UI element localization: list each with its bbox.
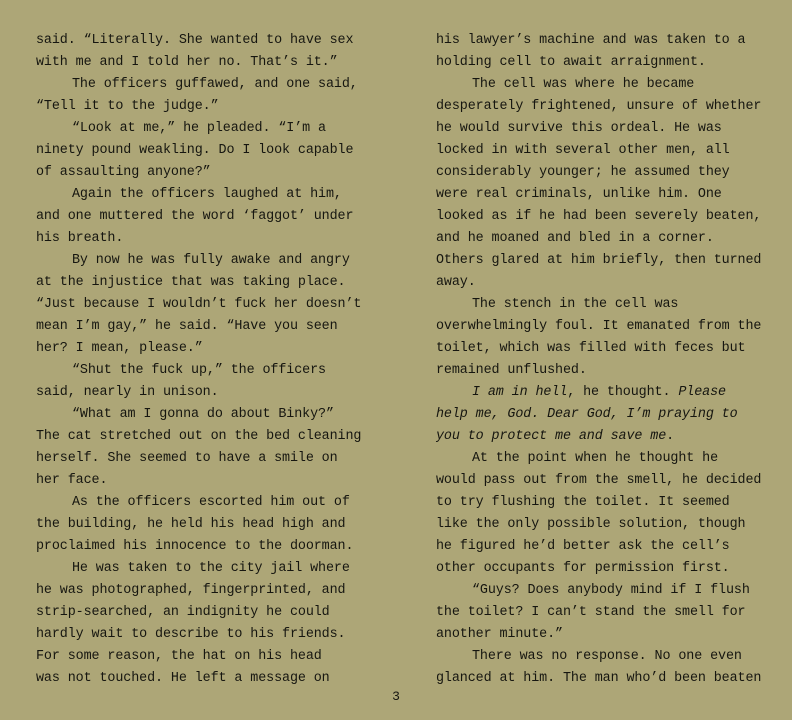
text-line: remained unflushed. <box>436 363 587 378</box>
text-line: Others glared at him briefly, then turned <box>436 253 762 268</box>
text-line: and one muttered the word ‘faggot’ under <box>36 209 354 224</box>
text-line: said. “Literally. She wanted to have sex <box>36 33 354 48</box>
text-line: toilet, which was filled with feces but <box>436 341 746 356</box>
text-line: her face. <box>36 473 108 488</box>
text-line: other occupants for permission first. <box>436 561 730 576</box>
text-line: glanced at him. The man who’d been beaten <box>436 671 762 686</box>
text-line: The stench in the cell was <box>472 297 679 312</box>
text-line: proclaimed his innocence to the doorman. <box>36 539 354 554</box>
text-line: away. <box>436 275 476 290</box>
text-line: overwhelmingly foul. It emanated from the <box>436 319 762 334</box>
text-line: “Just because I wouldn’t fuck her doesn’t <box>36 297 362 312</box>
text-line: the toilet? I can’t stand the smell for <box>436 605 746 620</box>
text-line: to try flushing the toilet. It seemed <box>436 495 730 510</box>
text-line: “Shut the fuck up,” the officers <box>72 363 326 378</box>
page-number: 3 <box>392 689 400 704</box>
text-line: “Tell it to the judge.” <box>36 99 219 114</box>
text-line: was not touched. He left a message on <box>36 671 330 686</box>
text-line: As the officers escorted him out of <box>72 495 350 510</box>
text-line: and he moaned and bled in a corner. <box>436 231 714 246</box>
italic-text-run: I am in hell <box>472 385 568 400</box>
text-line: For some reason, the hat on his head <box>36 649 322 664</box>
text-line: with me and I told her no. That’s it.” <box>36 55 338 70</box>
text-line: “Look at me,” he pleaded. “I’m a <box>72 121 326 136</box>
text-line: The cat stretched out on the bed cleaning <box>36 429 362 444</box>
italic-text-run: you to protect me and save me <box>436 429 667 444</box>
text-line: “What am I gonna do about Binky?” <box>72 407 334 422</box>
text-line: he was photographed, fingerprinted, and <box>36 583 346 598</box>
text-run: , he thought. <box>567 385 679 400</box>
text-line: mean I’m gay,” he said. “Have you seen <box>36 319 338 334</box>
text-line: Again the officers laughed at him, <box>72 187 342 202</box>
text-line: He was taken to the city jail where <box>72 561 350 576</box>
text-line: her? I mean, please.” <box>36 341 203 356</box>
text-line: looked as if he had been severely beaten, <box>436 209 762 224</box>
text-line: locked in with several other men, all <box>436 143 730 158</box>
text-line: he would survive this ordeal. He was <box>436 121 722 136</box>
text-line <box>436 426 766 448</box>
text-line: There was no response. No one even <box>472 649 742 664</box>
text-line: would pass out from the smell, he decided <box>436 473 762 488</box>
text-line: he figured he’d better ask the cell’s <box>436 539 730 554</box>
text-line: ninety pound weakling. Do I look capable <box>36 143 354 158</box>
text-line: By now he was fully awake and angry <box>72 253 350 268</box>
text-line: strip-searched, an indignity he could <box>36 605 330 620</box>
text-line: The cell was where he became <box>472 77 695 92</box>
text-line: considerably younger; he assumed they <box>436 165 730 180</box>
text-line: desperately frightened, unsure of whether <box>436 99 762 114</box>
text-line: The officers guffawed, and one said, <box>72 77 358 92</box>
text-line: of assaulting anyone?” <box>36 165 211 180</box>
text-line: hardly wait to describe to his friends. <box>36 627 346 642</box>
text-line: holding cell to await arraignment. <box>436 55 706 70</box>
text-line: at the injustice that was taking place. <box>36 275 346 290</box>
text-line: said, nearly in unison. <box>36 385 219 400</box>
text-line: At the point when he thought he <box>472 451 719 466</box>
text-line: the building, he held his head high and <box>36 517 346 532</box>
text-line: another minute.” <box>436 627 563 642</box>
text-column-left <box>36 30 366 690</box>
text-line <box>436 382 766 404</box>
text-line: “Guys? Does anybody mind if I flush <box>472 583 750 598</box>
text-line: help me, God. Dear God, I’m praying to <box>436 407 738 422</box>
text-line: like the only possible solution, though <box>436 517 746 532</box>
italic-text-run: Please <box>678 385 726 400</box>
text-line: his breath. <box>36 231 124 246</box>
text-run: . <box>666 429 675 444</box>
text-line: were real criminals, unlike him. One <box>436 187 722 202</box>
text-line: herself. She seemed to have a smile on <box>36 451 338 466</box>
text-line: his lawyer’s machine and was taken to a <box>436 33 746 48</box>
text-column-right <box>436 30 766 690</box>
